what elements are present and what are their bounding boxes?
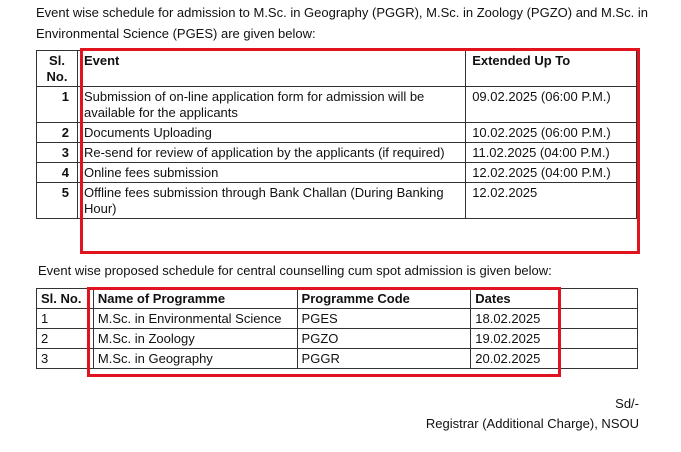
row-date: 12.02.2025 bbox=[466, 183, 637, 219]
row-date: 12.02.2025 (04:00 P.M.) bbox=[466, 163, 637, 183]
row-date: 20.02.2025 bbox=[471, 349, 638, 369]
signature-sd: Sd/- bbox=[615, 396, 639, 411]
counselling-table bbox=[36, 288, 638, 369]
row-code: PGES bbox=[297, 309, 471, 329]
table-row bbox=[37, 163, 637, 183]
row-sl-no: 5 bbox=[37, 183, 78, 219]
row-date: 11.02.2025 (04:00 P.M.) bbox=[466, 143, 637, 163]
row-event: Re-send for review of application by the applicants (if required) bbox=[77, 143, 465, 163]
row-sl-no: 4 bbox=[37, 163, 78, 183]
table-row bbox=[37, 329, 638, 349]
signature-registrar: Registrar (Additional Charge), NSOU bbox=[425, 416, 639, 431]
row-programme: M.Sc. in Geography bbox=[93, 349, 297, 369]
header-event: Event bbox=[77, 51, 465, 87]
row-code: PGZO bbox=[297, 329, 471, 349]
header-sl-no: Sl. No. bbox=[37, 289, 94, 309]
row-programme: M.Sc. in Environmental Science bbox=[93, 309, 297, 329]
row-date: 10.02.2025 (06:00 P.M.) bbox=[466, 123, 637, 143]
row-date: 18.02.2025 bbox=[471, 309, 638, 329]
row-sl-no: 2 bbox=[37, 329, 94, 349]
table-row bbox=[37, 87, 637, 123]
table-row bbox=[37, 183, 637, 219]
intro-paragraph: Event wise schedule for admission to M.Sc. in Geography (PGGR), M.Sc. in Zoology (PGZO) and M.Sc. in Environmental Science (PGES) are given below: bbox=[36, 5, 648, 41]
table-row bbox=[37, 309, 638, 329]
row-sl-no: 3 bbox=[37, 349, 94, 369]
header-programme-code: Programme Code bbox=[297, 289, 471, 309]
table-header-row bbox=[37, 289, 638, 309]
row-programme: M.Sc. in Zoology bbox=[93, 329, 297, 349]
counselling-intro: Event wise proposed schedule for central counselling cum spot admission is given below: bbox=[38, 263, 552, 278]
table-row bbox=[37, 143, 637, 163]
header-programme: Name of Programme bbox=[93, 289, 297, 309]
row-date: 09.02.2025 (06:00 P.M.) bbox=[466, 87, 637, 123]
row-event: Offline fees submission through Bank Challan (During Banking Hour) bbox=[77, 183, 465, 219]
table-row bbox=[37, 349, 638, 369]
row-sl-no: 1 bbox=[37, 87, 78, 123]
row-sl-no: 1 bbox=[37, 309, 94, 329]
table-header-row bbox=[37, 51, 637, 87]
row-event: Documents Uploading bbox=[77, 123, 465, 143]
row-date: 19.02.2025 bbox=[471, 329, 638, 349]
row-code: PGGR bbox=[297, 349, 471, 369]
header-extended-up-to: Extended Up To bbox=[466, 51, 637, 87]
header-dates: Dates bbox=[471, 289, 638, 309]
schedule-table bbox=[36, 50, 637, 219]
row-sl-no: 2 bbox=[37, 123, 78, 143]
header-sl-no: Sl. No. bbox=[37, 51, 78, 87]
row-sl-no: 3 bbox=[37, 143, 78, 163]
row-event: Submission of on-line application form for admission will be available for the applicants bbox=[77, 87, 465, 123]
table-row bbox=[37, 123, 637, 143]
row-event: Online fees submission bbox=[77, 163, 465, 183]
